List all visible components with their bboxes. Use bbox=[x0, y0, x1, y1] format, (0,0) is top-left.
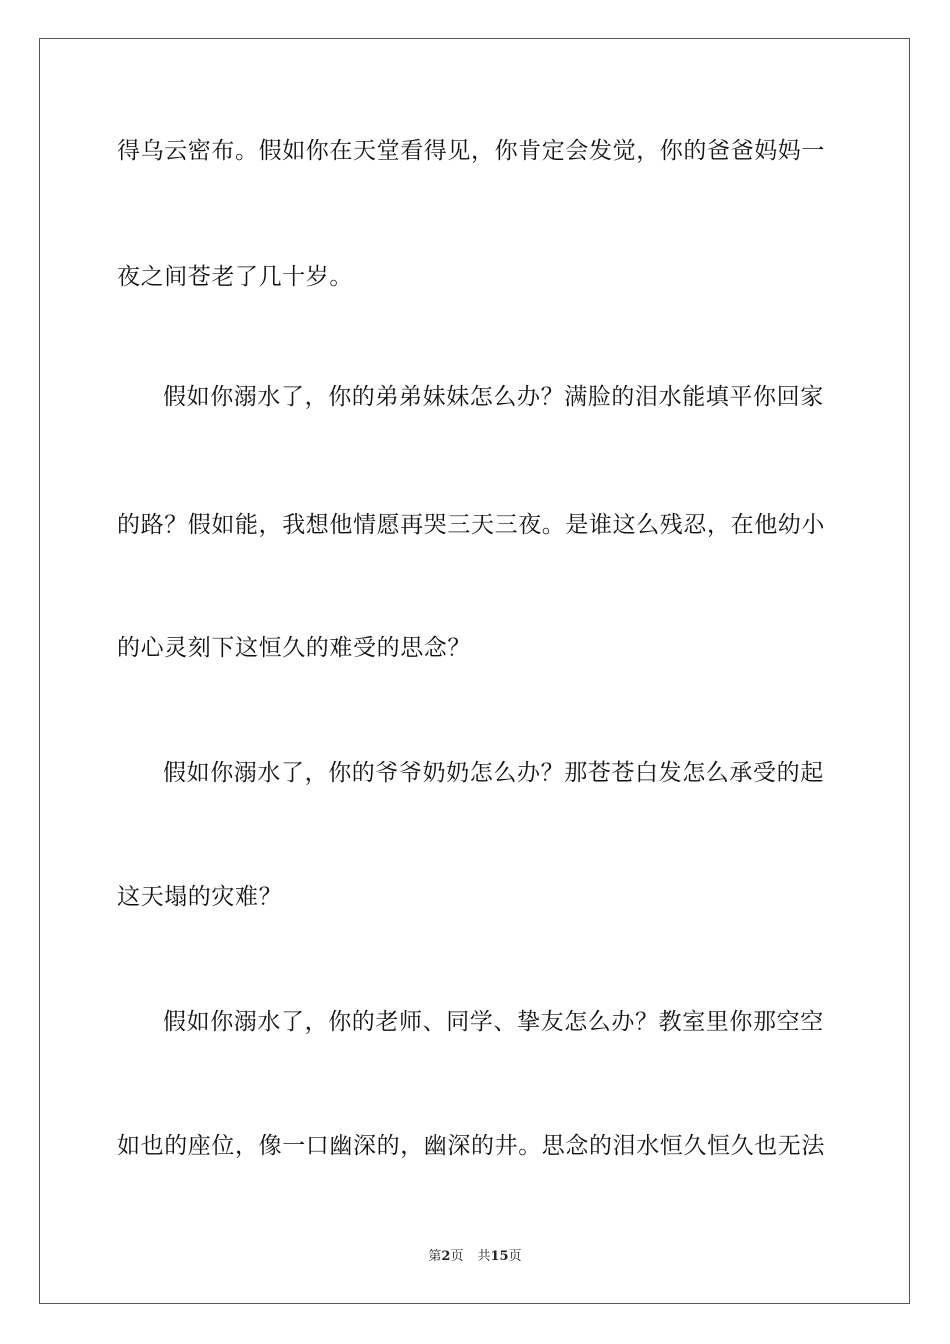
text-line-1: 得乌云密布。假如你在天堂看得见，你肯定会发觉，你的爸爸妈妈一 bbox=[117, 138, 825, 164]
total-suffix: 页 bbox=[508, 1249, 522, 1264]
text-line-9: 如也的座位，像一口幽深的，幽深的井。思念的泪水恒久恒久也无法 bbox=[117, 1133, 825, 1159]
text-line-7: 这天塌的灾难？ bbox=[117, 884, 283, 910]
text-line-3: 假如你溺水了，你的弟弟妹妹怎么办？满脸的泪水能填平你回家 bbox=[163, 384, 824, 410]
total-prefix: 共 bbox=[477, 1249, 491, 1264]
text-line-8: 假如你溺水了，你的老师、同学、挚友怎么办？教室里你那空空 bbox=[163, 1009, 824, 1035]
text-line-6: 假如你溺水了，你的爷爷奶奶怎么办？那苍苍白发怎么承受的起 bbox=[163, 760, 824, 786]
page-border bbox=[39, 38, 910, 1304]
total-pages: 15 bbox=[490, 1249, 509, 1264]
text-line-4: 的路？假如能，我想他情愿再哭三天三夜。是谁这么残忍，在他幼小 bbox=[117, 512, 825, 538]
text-line-5: 的心灵刻下这恒久的难受的思念？ bbox=[117, 635, 471, 661]
page-suffix: 页 bbox=[450, 1249, 464, 1264]
page-number: 2 bbox=[441, 1249, 451, 1264]
page-prefix: 第 bbox=[428, 1249, 442, 1264]
page-footer bbox=[0, 1248, 950, 1266]
text-line-2: 夜之间苍老了几十岁。 bbox=[117, 264, 353, 290]
